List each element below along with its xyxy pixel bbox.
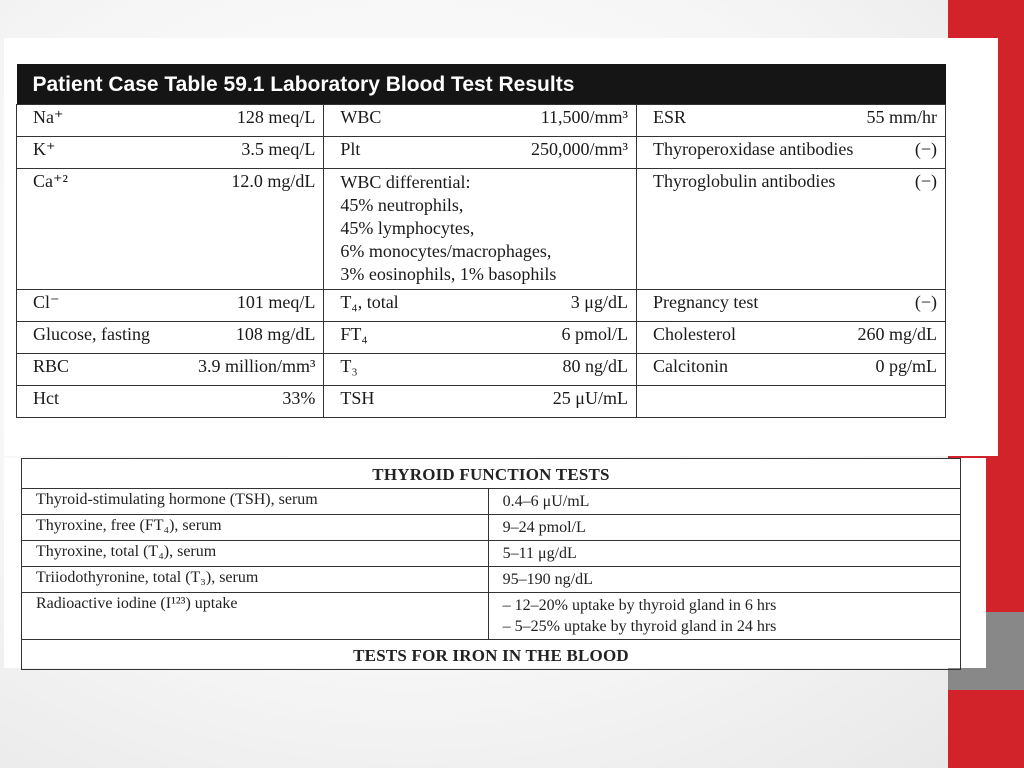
case-table-cell — [324, 137, 637, 169]
differential-line: 45% lymphocytes, — [340, 218, 475, 238]
cell-value: 12.0 mg/dL — [231, 171, 316, 191]
iron-section-header: TESTS FOR IRON IN THE BLOOD — [22, 640, 961, 670]
test-name: Thyroxine, total (T₄), serum — [22, 541, 489, 567]
range-line: 9–24 pmol/L — [502, 519, 586, 536]
case-table-cell — [324, 322, 637, 354]
cell-label: K⁺ — [33, 139, 56, 159]
cell-label: ESR — [652, 107, 686, 127]
cell-value: (−) — [914, 292, 937, 312]
case-table-cell — [17, 322, 324, 354]
case-table-row — [17, 137, 946, 169]
cell-label: Na⁺ — [33, 107, 64, 127]
case-table-cell — [636, 105, 945, 137]
differential-line: 6% monocytes/macrophages, — [340, 241, 552, 261]
range-line: – 12–20% uptake by thyroid gland in 6 hrs — [502, 597, 777, 614]
cell-value: 3 μg/dL — [570, 292, 628, 312]
reference-range-table — [21, 458, 961, 670]
cell-value: 250,000/mm³ — [531, 139, 628, 159]
cell-content — [33, 356, 315, 377]
cell-label: T₃ — [340, 356, 358, 376]
reference-row — [22, 489, 961, 515]
reference-range-panel — [4, 458, 986, 668]
case-table-cell — [636, 169, 945, 290]
cell-value: 80 ng/dL — [562, 356, 628, 376]
case-table-row — [17, 105, 946, 137]
reference-row — [22, 515, 961, 541]
cell-value: 3.9 million/mm³ — [198, 356, 316, 376]
cell-content — [33, 107, 315, 128]
range-line: – 5–25% uptake by thyroid gland in 24 hrs — [502, 618, 777, 635]
test-name: Thyroid-stimulating hormone (TSH), serum — [22, 489, 489, 515]
case-table-cell — [324, 290, 637, 322]
case-table-row — [17, 322, 946, 354]
case-table-cell — [636, 322, 945, 354]
cell-value: 55 mm/hr — [866, 107, 937, 127]
case-table-cell — [636, 386, 945, 418]
case-table-cell — [324, 354, 637, 386]
cell-label: Plt — [340, 139, 361, 159]
cell-content — [33, 388, 315, 409]
cell-content — [33, 171, 315, 192]
cell-value: 11,500/mm³ — [540, 107, 628, 127]
cell-label: Cl⁻ — [33, 292, 60, 312]
test-name: Triiodothyronine, total (T₃), serum — [22, 567, 489, 593]
test-name: Radioactive iodine (I¹²³) uptake — [22, 593, 489, 640]
cell-content — [33, 139, 315, 160]
reference-row — [22, 541, 961, 567]
cell-content — [653, 171, 937, 192]
cell-value: 0 pg/mL — [875, 356, 937, 376]
case-table-cell — [324, 105, 637, 137]
case-table-cell — [17, 354, 324, 386]
differential-line: 3% eosinophils, 1% basophils — [340, 264, 557, 284]
cell-value: 6 pmol/L — [561, 324, 628, 344]
case-table-row — [17, 386, 946, 418]
cell-label: TSH — [340, 388, 375, 408]
cell-value: 101 meq/L — [236, 292, 316, 312]
reference-range — [488, 515, 960, 541]
case-table-cell — [17, 386, 324, 418]
differential-line: 45% neutrophils, — [340, 195, 464, 215]
cell-label: WBC — [340, 107, 382, 127]
cell-value: (−) — [914, 171, 937, 191]
cell-content — [653, 139, 937, 160]
case-table-cell — [17, 137, 324, 169]
case-table-cell — [17, 105, 324, 137]
cell-content — [653, 356, 937, 377]
case-table-row — [17, 354, 946, 386]
reference-table-body — [22, 489, 961, 640]
wbc-differential — [340, 171, 628, 286]
cell-label: RBC — [33, 356, 70, 376]
case-table-cell — [324, 169, 637, 290]
case-table-body — [17, 105, 946, 418]
cell-label: Thyroperoxidase antibodies — [652, 139, 854, 159]
reference-row — [22, 593, 961, 640]
test-name: Thyroxine, free (FT₄), serum — [22, 515, 489, 541]
range-line: 0.4–6 μU/mL — [502, 493, 590, 510]
cell-content — [340, 388, 628, 409]
cell-content — [653, 107, 937, 128]
cell-label: Cholesterol — [652, 324, 736, 344]
cell-content — [340, 356, 628, 377]
cell-content — [340, 139, 628, 160]
case-table-cell — [17, 169, 324, 290]
red-accent-band-bottom — [948, 690, 1024, 768]
cell-content — [33, 324, 315, 345]
case-table-row — [17, 290, 946, 322]
cell-label: Thyroglobulin antibodies — [652, 171, 836, 191]
cell-value: 33% — [282, 388, 316, 408]
cell-label: Calcitonin — [652, 356, 728, 376]
reference-range — [488, 593, 960, 640]
reference-range — [488, 541, 960, 567]
case-table-cell — [636, 354, 945, 386]
case-table-cell — [17, 290, 324, 322]
cell-content — [33, 292, 315, 313]
cell-value: 128 meq/L — [236, 107, 316, 127]
cell-content — [340, 324, 628, 345]
cell-label: T₄, total — [340, 292, 399, 312]
cell-value: 260 mg/dL — [857, 324, 937, 344]
cell-label: WBC differential: — [340, 172, 471, 192]
cell-label: Pregnancy test — [652, 292, 759, 312]
case-table-cell — [636, 290, 945, 322]
cell-label: Glucose, fasting — [33, 324, 150, 344]
range-line: 5–11 μg/dL — [502, 545, 577, 562]
case-table-cell — [636, 137, 945, 169]
cell-value: 25 μU/mL — [552, 388, 628, 408]
reference-range — [488, 489, 960, 515]
cell-content — [340, 107, 628, 128]
reference-range — [488, 567, 960, 593]
cell-label: FT₄ — [340, 324, 368, 344]
cell-value: 108 mg/dL — [235, 324, 316, 344]
case-table-title: Patient Case Table 59.1 Laboratory Blood Test Results — [17, 64, 946, 105]
thyroid-section-header: THYROID FUNCTION TESTS — [22, 459, 961, 489]
patient-case-panel — [4, 38, 998, 456]
cell-value: (−) — [914, 139, 937, 159]
range-line: 95–190 ng/dL — [502, 571, 593, 588]
case-table-row — [17, 169, 946, 290]
patient-case-table — [16, 64, 946, 418]
cell-content — [340, 292, 628, 313]
cell-content — [653, 292, 937, 313]
case-table-cell — [324, 386, 637, 418]
cell-content — [653, 324, 937, 345]
cell-label: Hct — [33, 388, 59, 408]
reference-row — [22, 567, 961, 593]
cell-value: 3.5 meq/L — [241, 139, 316, 159]
cell-label: Ca⁺² — [33, 171, 68, 191]
